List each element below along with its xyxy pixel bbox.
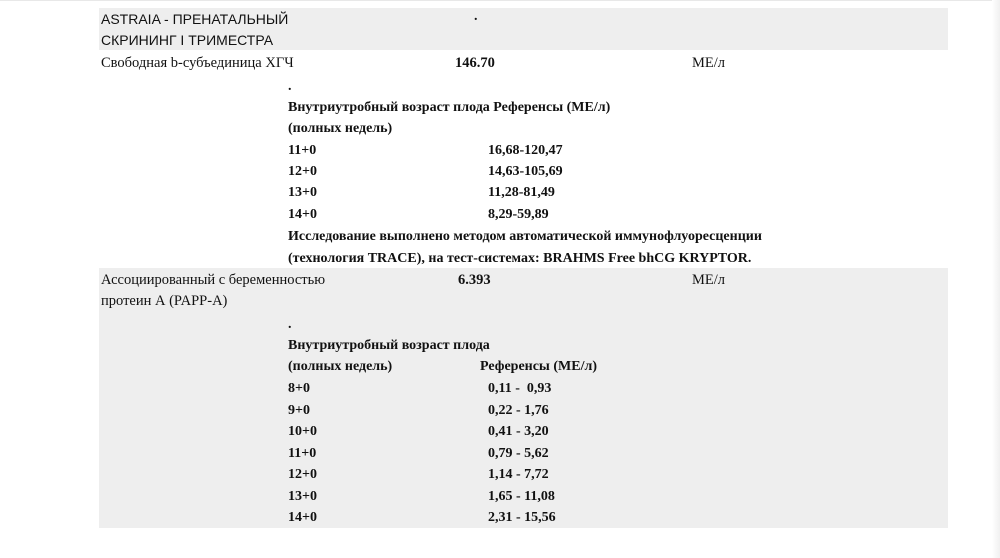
hcg-ref-header-line2: (полных недель): [288, 121, 393, 136]
papp-test-name-line2: протеин А (PAPP-A): [101, 293, 228, 309]
hcg-ref-week: 13+0: [288, 185, 317, 200]
papp-ref-range: 2,31 - 15,56: [488, 510, 556, 525]
papp-ref-header-col1: (полных недель): [288, 359, 393, 374]
papp-ref-week: 8+0: [288, 381, 310, 396]
papp-ref-range: 0,11 - 0,93: [488, 381, 552, 396]
header-dot: .: [474, 9, 478, 24]
papp-ref-range: 0,22 - 1,76: [488, 403, 549, 418]
hcg-ref-range: 14,63-105,69: [488, 164, 563, 179]
top-edge-line: [0, 0, 1000, 1]
hcg-ref-range: 8,29-59,89: [488, 207, 549, 222]
header-title-line1: ASTRAIA - ПРЕНАТАЛЬНЫЙ: [101, 11, 289, 27]
hcg-method-line1: Исследование выполнено методом автоматической иммунофлуоресценции: [288, 229, 762, 244]
hcg-ref-week: 14+0: [288, 207, 317, 222]
papp-ref-week: 10+0: [288, 424, 317, 439]
papp-ref-range: 0,79 - 5,62: [488, 446, 549, 461]
papp-ref-week: 14+0: [288, 510, 317, 525]
papp-ref-range: 0,41 - 3,20: [488, 424, 549, 439]
papp-ref-week: 9+0: [288, 403, 310, 418]
papp-unit: МЕ/л: [692, 272, 726, 288]
hcg-ref-week: 11+0: [288, 143, 317, 158]
hcg-ref-range: 16,68-120,47: [488, 143, 563, 158]
hcg-value: 146.70: [455, 55, 495, 71]
papp-ref-range: 1,65 - 11,08: [488, 489, 555, 504]
papp-ref-week: 11+0: [288, 446, 317, 461]
header-title-line2: СКРИНИНГ I ТРИМЕСТРА: [101, 32, 274, 48]
papp-test-name-line1: Ассоциированный с беременностью: [101, 272, 326, 288]
papp-ref-header-line1: Внутриутробный возраст плода: [288, 338, 490, 353]
hcg-unit: МЕ/л: [692, 55, 726, 71]
papp-ref-week: 13+0: [288, 489, 317, 504]
hcg-ref-week: 12+0: [288, 164, 317, 179]
hcg-test-name: Свободная b-субъединица ХГЧ: [101, 55, 294, 71]
hcg-dot: .: [288, 79, 292, 94]
hcg-method-line2: (технология TRACE), на тест-системах: BRAHMS Free bhCG KRYPTOR.: [288, 251, 752, 266]
papp-ref-week: 12+0: [288, 467, 317, 482]
papp-ref-range: 1,14 - 7,72: [488, 467, 549, 482]
hcg-ref-range: 11,28-81,49: [488, 185, 555, 200]
page-edge-shadow: [992, 0, 1000, 558]
papp-value: 6.393: [458, 272, 491, 288]
papp-dot: .: [288, 317, 292, 332]
hcg-ref-header-line1: Внутриутробный возраст плода Референсы (МЕ/л): [288, 100, 611, 115]
papp-ref-header-col2: Референсы (МЕ/л): [480, 359, 597, 374]
